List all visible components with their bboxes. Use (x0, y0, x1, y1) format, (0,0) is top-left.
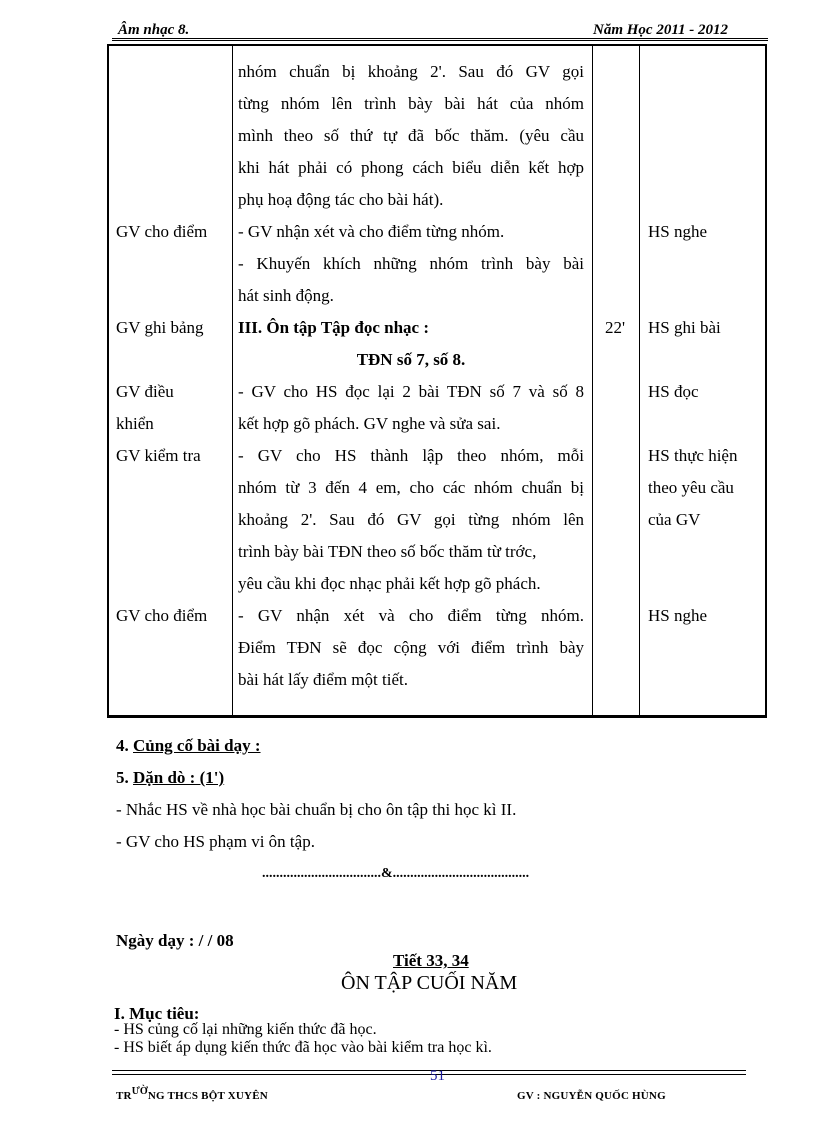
footer-teacher: GV : NGUYỄN QUỐC HÙNG (517, 1090, 666, 1102)
section-subheading: TĐN số 7, số 8. (356, 350, 466, 369)
lesson-number: Tiết 33, 34 (393, 951, 469, 970)
section-title: Dặn dò : (1') (133, 768, 225, 787)
footer-school-mark: ƯỜ (131, 1086, 148, 1097)
section-number: 4. (116, 736, 133, 755)
table-divider (639, 46, 640, 715)
student-activity: HS nghe (648, 222, 708, 241)
homework-line: - GV cho HS phạm vi ôn tập. (116, 832, 315, 851)
content-line: mình theo số thứ tự đã bốc thăm. (yêu cầu (238, 126, 584, 145)
footer-rule (112, 1070, 746, 1071)
objectives-heading: I. Mục tiêu: (114, 1004, 200, 1023)
page-number: 51 (430, 1068, 445, 1084)
table-divider (592, 46, 593, 715)
teacher-activity: GV điều (116, 382, 174, 401)
teacher-activity: GV kiểm tra (116, 446, 201, 465)
section-4-heading (116, 736, 261, 756)
teacher-activity: khiển (116, 414, 154, 433)
content-line: bài hát lấy điểm một tiết. (238, 670, 408, 689)
header-rule (112, 38, 768, 41)
content-line: - Khuyến khích những nhóm trình bày bài (238, 254, 584, 273)
content-line: Điểm TĐN sẽ đọc cộng với điểm trình bày (238, 638, 584, 657)
student-activity: HS nghe (648, 606, 708, 625)
time-value: 22' (605, 318, 626, 337)
objective-item: - HS củng cố lại những kiến thức đã học. (114, 1021, 377, 1038)
content-line: trình bày bài TĐN theo số bốc thăm từ trớc, (238, 542, 537, 561)
section-heading: III. Ôn tập Tập đọc nhạc : (238, 318, 429, 337)
content-line: - GV nhận xét và cho điểm từng nhóm. (238, 606, 584, 625)
student-activity: HS ghi bài (648, 318, 721, 337)
content-column (238, 56, 584, 696)
student-activity-column (648, 56, 737, 696)
section-number: 5. (116, 768, 133, 787)
objective-item: - HS biết áp dụng kiến thức đã học vào bài kiểm tra học kì. (114, 1039, 492, 1056)
teacher-activity-column (116, 56, 207, 696)
homework-line: - Nhắc HS về nhà học bài chuẩn bị cho ôn tập thi học kì II. (116, 800, 517, 819)
section-5-heading (116, 768, 224, 788)
teacher-activity: GV cho điểm (116, 606, 208, 625)
content-line: từng nhóm lên trình bày bài hát của nhóm (238, 94, 584, 113)
header-school-year: Năm Học 2011 - 2012 (593, 22, 728, 38)
lesson-title: ÔN TẬP CUỐI NĂM (341, 972, 518, 994)
content-line: kết hợp gõ phách. GV nghe và sửa sai. (238, 414, 501, 433)
content-line: nhóm từ 3 đến 4 em, cho các nhóm chuẩn bị (238, 478, 584, 497)
content-line: hát sinh động. (238, 286, 334, 305)
content-line: - GV cho HS đọc lại 2 bài TĐN số 7 và số 8 (238, 382, 584, 401)
content-line: khoảng 2'. Sau đó GV gọi từng nhóm lên (238, 510, 584, 529)
header-subject: Âm nhạc 8. (118, 22, 190, 38)
footer-school-rest: NG THCS BỘT XUYÊN (147, 1090, 268, 1102)
student-activity: của GV (648, 510, 701, 529)
content-line: - GV cho HS thành lập theo nhóm, mỗi (238, 446, 584, 465)
content-line: nhóm chuẩn bị khoảng 2'. Sau đó GV gọi (238, 62, 584, 81)
teacher-activity: GV cho điểm (116, 222, 208, 241)
date-label: Ngày dạy : / / 08 (116, 931, 234, 950)
content-line: khi hát phải có phong cách biểu diễn kết hợp (238, 158, 584, 177)
footer-school-prefix: TR (116, 1090, 132, 1102)
footer-school (116, 1086, 268, 1102)
content-line: phụ hoạ động tác cho bài hát). (238, 190, 444, 209)
student-activity: HS đọc (648, 382, 699, 401)
footer-rule (112, 1074, 746, 1075)
section-title: Củng cố bài dạy : (133, 736, 261, 755)
table-divider (232, 46, 233, 715)
student-activity: theo yêu cầu (648, 478, 734, 497)
student-activity: HS thực hiện (648, 446, 738, 465)
teacher-activity: GV ghi bảng (116, 318, 204, 337)
content-line: yêu cầu khi đọc nhạc phải kết hợp gõ phách. (238, 574, 541, 593)
separator: ..................................&....................................... (262, 866, 530, 881)
content-line: - GV nhận xét và cho điểm từng nhóm. (238, 222, 505, 241)
time-column (605, 312, 625, 344)
